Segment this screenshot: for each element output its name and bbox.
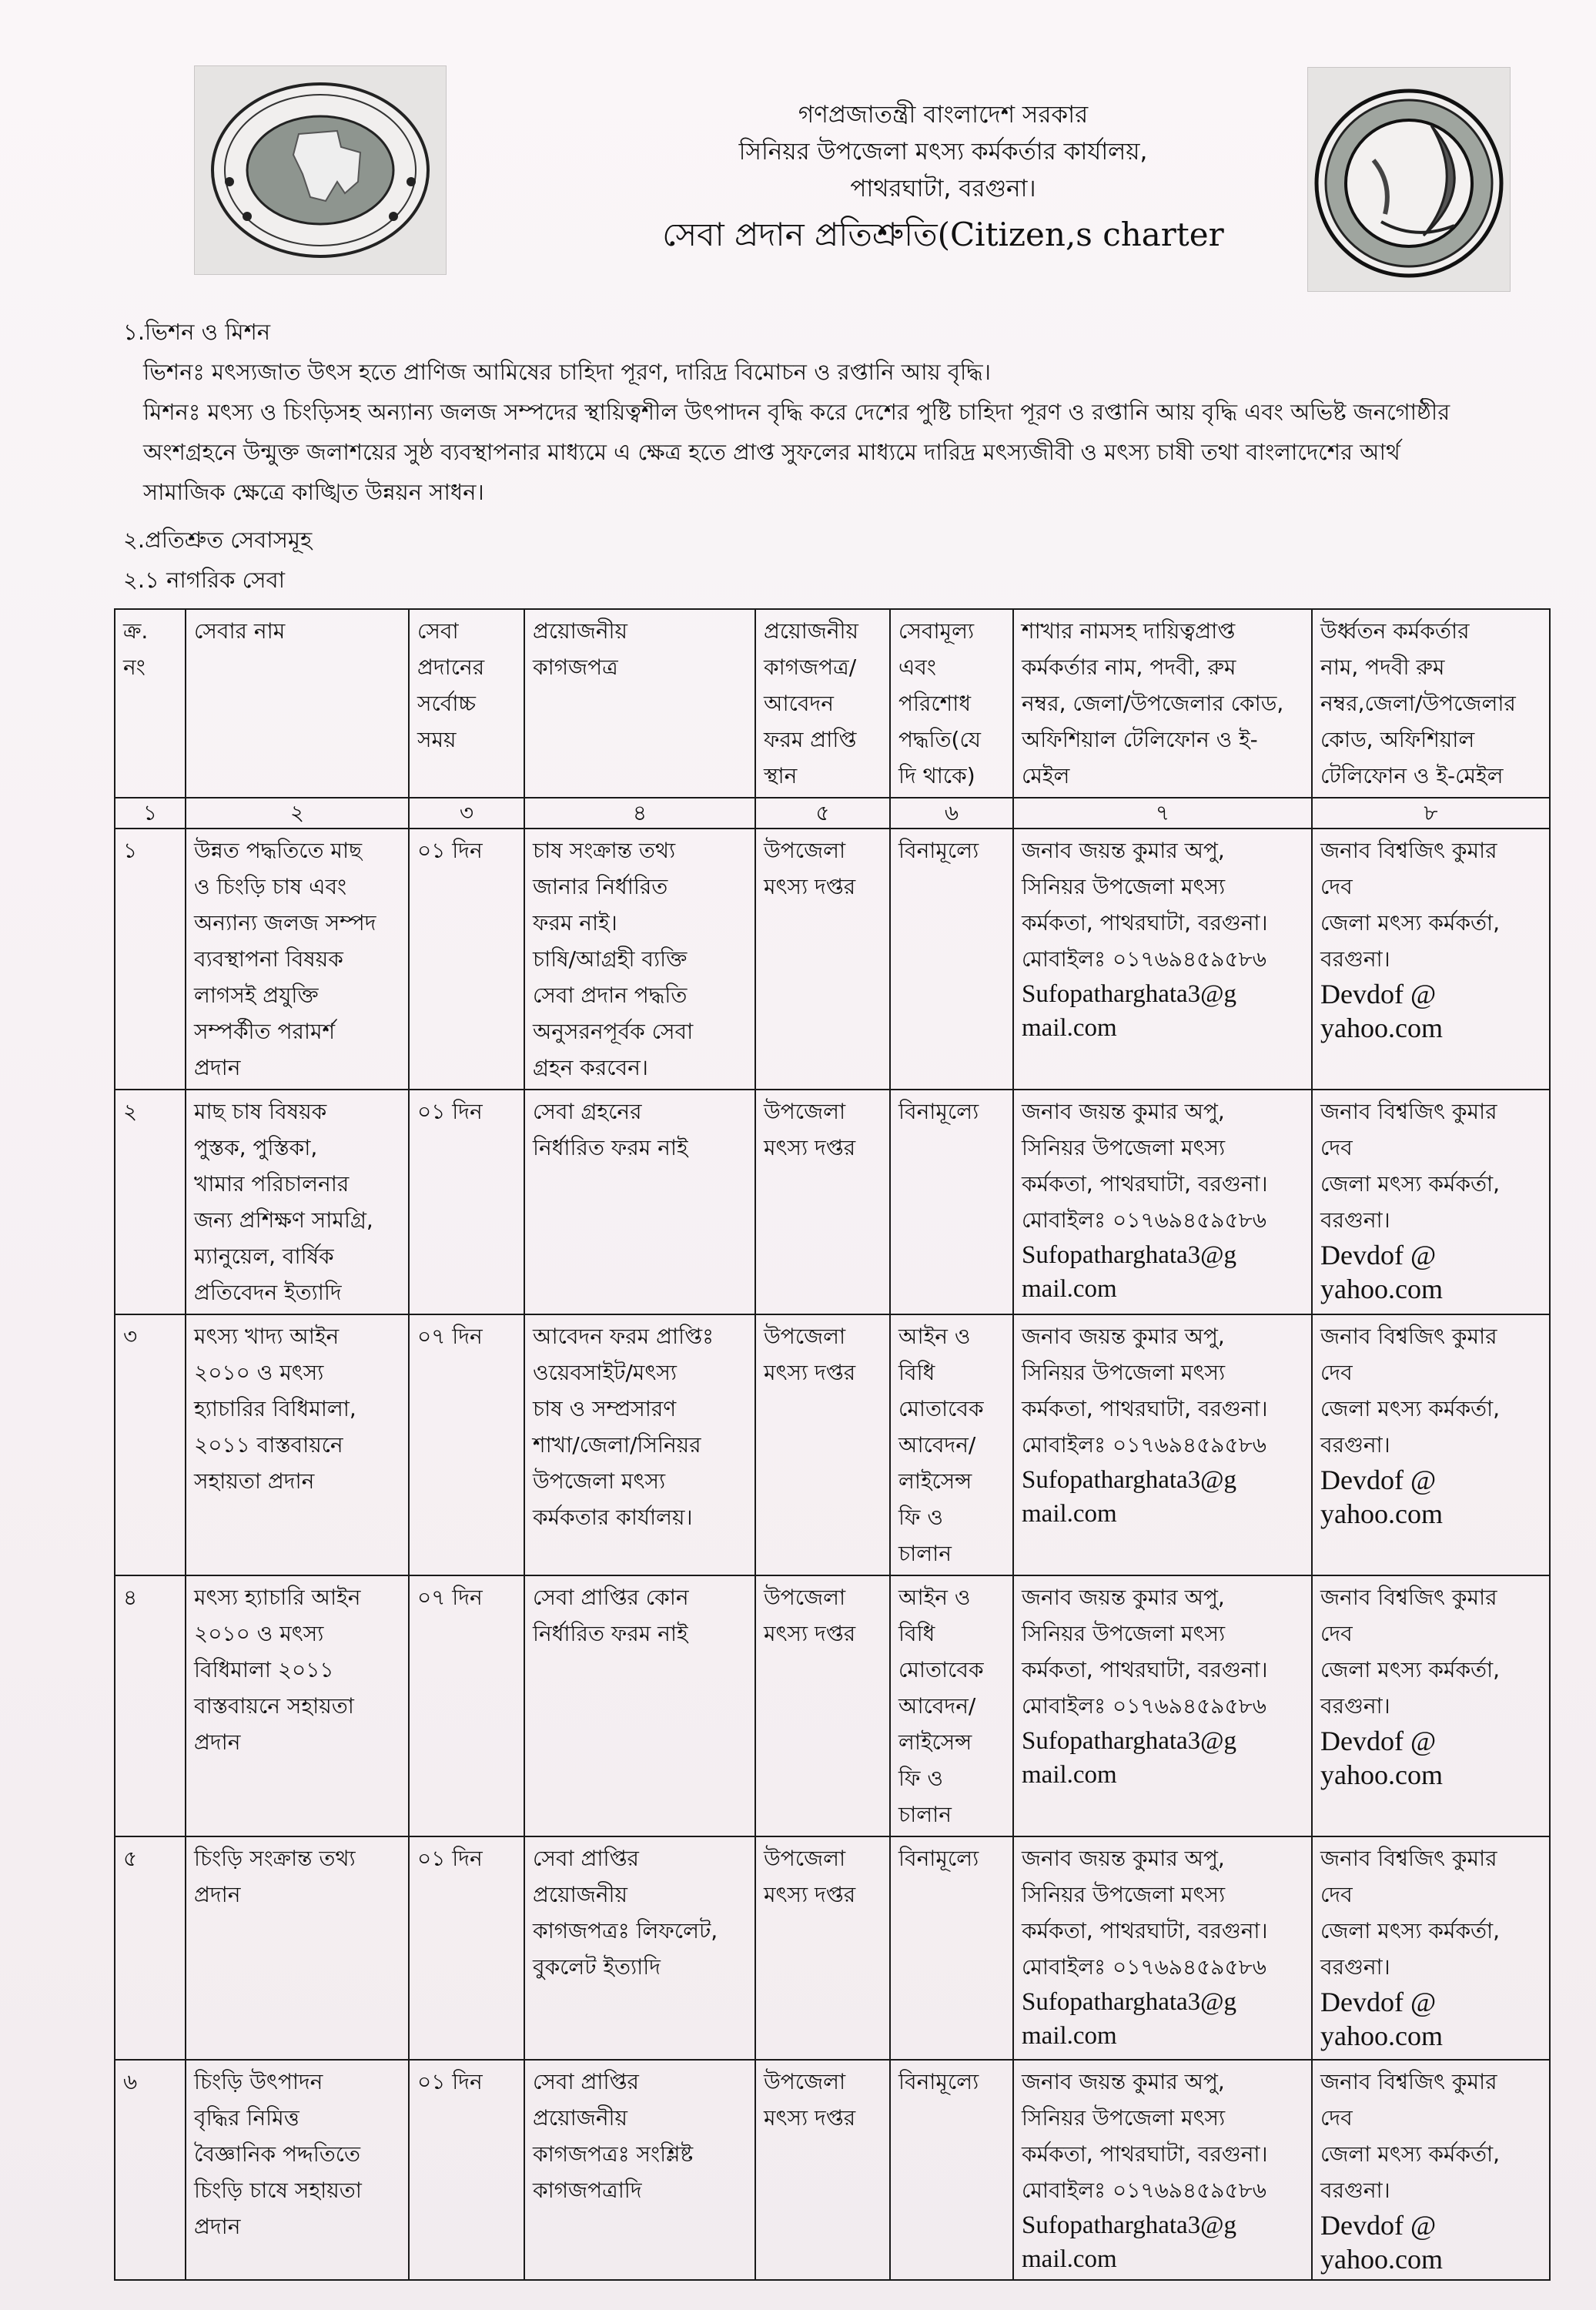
cell-text: বৈজ্ঞানিক পদ্দতিতে — [194, 2141, 361, 2167]
cell-text: বাস্তবায়নে সহায়তা — [194, 1693, 354, 1719]
column-header-text: সেবার নাম — [194, 618, 286, 644]
fisheries-logo-icon — [1308, 68, 1510, 291]
cell-max-time: ০১ দিন — [409, 829, 524, 1090]
cell-text: উপজেলা — [764, 1585, 846, 1610]
cell-serial: ৩ — [115, 1314, 186, 1575]
column-header-text: পরিশোধ — [898, 691, 972, 716]
cell-text: হ্যাচারির বিধিমালা, — [194, 1396, 356, 1421]
cell-text: উপজেলা — [764, 1099, 846, 1124]
cell-text: উন্নত পদ্ধতিতে মাছ — [194, 838, 363, 863]
column-header-fee-method — [890, 609, 1013, 798]
cell-text: কাগজপত্রঃ সংশ্লিষ্ট — [533, 2141, 694, 2167]
document-header — [585, 96, 1301, 258]
cell-text: চাষ সংক্রান্ত তথ্য — [533, 838, 676, 863]
vision-mission-heading: ১.ভিশন ও মিশন — [123, 319, 271, 345]
cell-fee-method — [890, 1314, 1013, 1575]
cell-text: mail.com — [1022, 1275, 1117, 1303]
cell-max-time: ০৭ দিন — [409, 1575, 524, 1836]
cell-text: ২০১০ ও মৎস্য — [194, 1621, 324, 1646]
cell-responsible-officer — [1013, 1314, 1312, 1575]
cell-text: জনাব জয়ন্ত কুমার অপু, — [1022, 1846, 1225, 1871]
office-location: পাথরঘাটা, বরগুনা। — [850, 175, 1036, 203]
cell-text: yahoo.com — [1320, 2244, 1443, 2275]
column-header-text: এবং — [898, 654, 936, 680]
cell-text: mail.com — [1022, 1014, 1117, 1042]
cell-text: উপজেলা — [764, 1324, 846, 1349]
cell-text: নির্ধারিত ফরম নাই — [533, 1135, 688, 1160]
cell-text: Sufopatharghata3@g — [1022, 2211, 1237, 2239]
cell-fee-method — [890, 1575, 1013, 1836]
cell-text: ফি ও — [898, 1505, 943, 1530]
cell-service-name — [186, 2060, 409, 2280]
cell-text: পুস্তক, পুস্তিকা, — [194, 1135, 318, 1160]
cell-text: mail.com — [1022, 2022, 1117, 2050]
cell-text: চালান — [898, 1541, 952, 1566]
column-header-text: পদ্ধতি(যে — [898, 727, 981, 752]
cell-required-documents — [524, 1314, 755, 1575]
cell-text: জনাব বিশ্বজিৎ কুমার — [1320, 1585, 1497, 1610]
cell-text: বুকলেট ইত্যাদি — [533, 1954, 661, 1980]
cell-fee-method — [890, 1836, 1013, 2060]
cell-max-time: ০৭ দিন — [409, 1314, 524, 1575]
cell-text: গ্রহন করবেন। — [533, 1055, 648, 1080]
cell-text: লাইসেন্স — [898, 1729, 972, 1755]
table-row — [115, 1090, 1550, 1314]
cell-serial: ১ — [115, 829, 186, 1090]
cell-service-name — [186, 1090, 409, 1314]
cell-text: প্রদান — [194, 1729, 241, 1755]
column-number: ৭ — [1013, 798, 1312, 829]
cell-text: জেলা মৎস্য কর্মকর্তা, — [1320, 1657, 1501, 1682]
cell-text: মৎস্য দপ্তর — [764, 1882, 856, 1907]
cell-text: প্রয়োজনীয় — [533, 2105, 628, 2131]
cell-text: Sufopatharghata3@g — [1022, 1727, 1237, 1755]
cell-text: চাষ ও সম্প্রসারণ — [533, 1396, 677, 1421]
cell-text: ও চিংড়ি চাষ এবং — [194, 874, 347, 899]
cell-text: মোতাবেক — [898, 1396, 984, 1421]
cell-text: বরগুনা। — [1320, 946, 1390, 972]
fisheries-logo-image — [1307, 67, 1511, 292]
cell-text: জনাব জয়ন্ত কুমার অপু, — [1022, 1585, 1225, 1610]
cell-text: আবেদন/ — [898, 1693, 976, 1719]
cell-text: জেলা মৎস্য কর্মকর্তা, — [1320, 2141, 1501, 2167]
cell-form-place — [755, 1314, 890, 1575]
vision-mission-section — [123, 312, 1547, 512]
column-number: ৪ — [524, 798, 755, 829]
column-header-text: সময় — [417, 727, 457, 752]
column-number-row — [115, 798, 1550, 829]
cell-text: দেব — [1320, 874, 1353, 899]
column-header-form-place — [755, 609, 890, 798]
cell-text: বিধি — [898, 1360, 935, 1385]
cell-superior-officer — [1312, 1090, 1550, 1314]
cell-text: ব্যবস্থাপনা বিষয়ক — [194, 946, 343, 972]
cell-text: দেব — [1320, 1621, 1353, 1646]
office-name: সিনিয়র উপজেলা মৎস্য কর্মকর্তার কার্যালয়, — [738, 138, 1148, 166]
cell-text: বিনামূল্যে — [898, 2069, 979, 2094]
cell-text: কর্মকতা, পাথরঘাটা, বরগুনা। — [1022, 2141, 1268, 2167]
cell-text: বিধিমালা ২০১১ — [194, 1657, 334, 1682]
cell-text: মোবাইলঃ ০১৭৬৯৪৫৯৫৮৬ — [1022, 2178, 1266, 2203]
cell-fee-method — [890, 829, 1013, 1090]
cell-form-place — [755, 1090, 890, 1314]
cell-text: চালান — [898, 1802, 952, 1827]
cell-text: মৎস্য দপ্তর — [764, 1621, 856, 1646]
cell-text: সিনিয়র উপজেলা মৎস্য — [1022, 874, 1226, 899]
cell-text: মোবাইলঃ ০১৭৬৯৪৫৯৫৮৬ — [1022, 1432, 1266, 1458]
cell-text: জেলা মৎস্য কর্মকর্তা, — [1320, 1918, 1501, 1943]
page-title: সেবা প্রদান প্রতিশ্রুতি(Citizen,s charter — [662, 216, 1224, 253]
cell-text: আইন ও — [898, 1585, 971, 1610]
column-header-text: উর্ধ্বতন কর্মকর্তার — [1320, 618, 1470, 644]
cell-text: জনাব বিশ্বজিৎ কুমার — [1320, 1099, 1497, 1124]
cell-required-documents — [524, 1836, 755, 2060]
cell-text: জেলা মৎস্য কর্মকর্তা, — [1320, 1171, 1501, 1197]
cell-responsible-officer — [1013, 2060, 1312, 2280]
cell-text: Devdof @ — [1320, 2210, 1437, 2241]
cell-text: Sufopatharghata3@g — [1022, 980, 1237, 1008]
cell-text: Devdof @ — [1320, 1465, 1437, 1495]
cell-text: mail.com — [1022, 1500, 1117, 1528]
column-header-text: মেইল — [1022, 763, 1070, 788]
cell-text: Devdof @ — [1320, 1987, 1437, 2017]
table-row — [115, 1314, 1550, 1575]
cell-max-time: ০১ দিন — [409, 1090, 524, 1314]
cell-text: কর্মকতা, পাথরঘাটা, বরগুনা। — [1022, 1918, 1268, 1943]
cell-text: অনুসরনপূর্বক সেবা — [533, 1019, 694, 1044]
cell-responsible-officer — [1013, 1836, 1312, 2060]
cell-text: সেবা প্রদান পদ্ধতি — [533, 983, 688, 1008]
cell-text: Sufopatharghata3@g — [1022, 1466, 1237, 1494]
cell-text: Sufopatharghata3@g — [1022, 1241, 1237, 1269]
cell-text: mail.com — [1022, 2245, 1117, 2273]
column-header-text: কর্মকর্তার নাম, পদবী, রুম — [1022, 654, 1236, 680]
column-header-text: ফরম প্রাপ্তি — [764, 727, 857, 752]
column-header-text: নম্বর,জেলা/উপজেলার — [1320, 691, 1516, 716]
cell-text: মোবাইলঃ ০১৭৬৯৪৫৯৫৮৬ — [1022, 946, 1266, 972]
cell-text: সিনিয়র উপজেলা মৎস্য — [1022, 1882, 1226, 1907]
cell-text: সেবা প্রাপ্তির — [533, 2069, 639, 2094]
cell-text: yahoo.com — [1320, 2020, 1443, 2051]
cell-text: কর্মকতা, পাথরঘাটা, বরগুনা। — [1022, 910, 1268, 936]
column-header-text: নং — [123, 654, 146, 680]
column-header-text: প্রয়োজনীয় — [764, 618, 859, 644]
cell-text: জেলা মৎস্য কর্মকর্তা, — [1320, 1396, 1501, 1421]
cell-text: শাখা/জেলা/সিনিয়র — [533, 1432, 701, 1458]
cell-text: জনাব জয়ন্ত কুমার অপু, — [1022, 1099, 1225, 1124]
table-row — [115, 2060, 1550, 2280]
cell-text: চিংড়ি সংক্রান্ত তথ্য — [194, 1846, 356, 1871]
cell-text: সিনিয়র উপজেলা মৎস্য — [1022, 1360, 1226, 1385]
cell-superior-officer — [1312, 829, 1550, 1090]
citizen-services-subheading: ২.১ নাগরিক সেবা — [123, 567, 286, 593]
column-header-text: আবেদন — [764, 691, 834, 716]
cell-text: জনাব জয়ন্ত কুমার অপু, — [1022, 2069, 1225, 2094]
cell-fee-method — [890, 1090, 1013, 1314]
column-number: ১ — [115, 798, 186, 829]
cell-text: উপজেলা — [764, 2069, 846, 2094]
cell-text: সেবা গ্রহনের — [533, 1099, 642, 1124]
cell-text: বরগুনা। — [1320, 1954, 1390, 1980]
cell-text: সহায়তা প্রদান — [194, 1468, 315, 1494]
cell-superior-officer — [1312, 1575, 1550, 1836]
cell-text: প্রদান — [194, 1882, 241, 1907]
cell-service-name — [186, 1575, 409, 1836]
mission-text-line-1: মিশনঃ মৎস্য ও চিংড়িসহ অন্যান্য জলজ সম্পদের স্থায়িত্বশীল উৎপাদন বৃদ্ধি করে দেশের পুষ্টি চাহিদা পূরণ ও রপ্তানি আয় বৃদ্ধি এবং অভিষ্ট জনগোষ্ঠীর — [143, 399, 1450, 425]
cell-text: দেব — [1320, 1360, 1353, 1385]
table-row — [115, 1836, 1550, 2060]
cell-text: কর্মকতা, পাথরঘাটা, বরগুনা। — [1022, 1657, 1268, 1682]
cell-text: বিনামূল্যে — [898, 838, 979, 863]
cell-text: সিনিয়র উপজেলা মৎস্য — [1022, 2105, 1226, 2131]
cell-text: ফরম নাই। — [533, 910, 617, 936]
cell-fee-method — [890, 2060, 1013, 2280]
services-heading: ২.প্রতিশ্রুত সেবাসমূহ — [123, 527, 313, 553]
cell-text: সম্পর্কীত পরামর্শ — [194, 1019, 336, 1044]
cell-text: ফি ও — [898, 1766, 943, 1791]
column-header-text: নম্বর, জেলা/উপজেলার কোড, — [1022, 691, 1284, 716]
cell-text: প্রয়োজনীয় — [533, 1882, 628, 1907]
table-row — [115, 829, 1550, 1090]
cell-text: বরগুনা। — [1320, 1432, 1390, 1458]
column-number: ৩ — [409, 798, 524, 829]
cell-text: আবেদন/ — [898, 1432, 976, 1458]
cell-superior-officer — [1312, 2060, 1550, 2280]
column-header-text: নাম, পদবী রুম — [1320, 654, 1445, 680]
cell-serial: ৫ — [115, 1836, 186, 2060]
services-section — [123, 520, 1547, 600]
column-header-text: কাগজপত্র — [533, 654, 618, 680]
cell-required-documents — [524, 1575, 755, 1836]
cell-service-name — [186, 829, 409, 1090]
cell-serial: ৪ — [115, 1575, 186, 1836]
table-row — [115, 1575, 1550, 1836]
cell-text: দেব — [1320, 1882, 1353, 1907]
cell-text: জনাব বিশ্বজিৎ কুমার — [1320, 838, 1497, 863]
column-header-required-documents — [524, 609, 755, 798]
column-header-text: প্রয়োজনীয় — [533, 618, 628, 644]
cell-text: ২০১০ ও মৎস্য — [194, 1360, 324, 1385]
column-header-superior-officer — [1312, 609, 1550, 798]
cell-text: Sufopatharghata3@g — [1022, 1988, 1237, 2016]
cell-text: জনাব বিশ্বজিৎ কুমার — [1320, 1324, 1497, 1349]
column-number: ৬ — [890, 798, 1013, 829]
cell-text: আইন ও — [898, 1324, 971, 1349]
column-header-serial — [115, 609, 186, 798]
cell-text: দেব — [1320, 2105, 1353, 2131]
cell-text: বিধি — [898, 1621, 935, 1646]
cell-text: Devdof @ — [1320, 1726, 1437, 1756]
cell-text: চিংড়ি চাষে সহায়তা — [194, 2178, 362, 2203]
cell-max-time: ০১ দিন — [409, 1836, 524, 2060]
column-number: ৮ — [1312, 798, 1550, 829]
cell-serial: ৬ — [115, 2060, 186, 2280]
column-header-text: প্রদানের — [417, 654, 485, 680]
cell-text: অন্যান্য জলজ সম্পদ — [194, 910, 376, 936]
cell-text: জনাব বিশ্বজিৎ কুমার — [1320, 1846, 1497, 1871]
cell-text: দেব — [1320, 1135, 1353, 1160]
table-header-row — [115, 609, 1550, 798]
cell-text: উপজেলা — [764, 1846, 846, 1871]
cell-text: ২০১১ বাস্তবায়নে — [194, 1432, 343, 1458]
cell-max-time: ০১ দিন — [409, 2060, 524, 2280]
column-header-text: সেবা — [417, 618, 459, 644]
cell-text: মোবাইলঃ ০১৭৬৯৪৫৯৫৮৬ — [1022, 1693, 1266, 1719]
cell-text: কাগজপত্রাদি — [533, 2178, 642, 2203]
cell-text: বরগুনা। — [1320, 2178, 1390, 2203]
cell-text: মোবাইলঃ ০১৭৬৯৪৫৯৫৮৬ — [1022, 1207, 1266, 1233]
cell-text: মৎস্য দপ্তর — [764, 1360, 856, 1385]
column-header-text: কাগজপত্র/ — [764, 654, 857, 680]
column-number: ৫ — [755, 798, 890, 829]
cell-responsible-officer — [1013, 1090, 1312, 1314]
cell-text: yahoo.com — [1320, 1013, 1443, 1043]
cell-text: উপজেলা মৎস্য — [533, 1468, 666, 1494]
cell-text: জনাব বিশ্বজিৎ কুমার — [1320, 2069, 1497, 2094]
cell-text: মৎস্য হ্যাচারি আইন — [194, 1585, 361, 1610]
cell-text: জন্য প্রশিক্ষণ সামগ্রি, — [194, 1207, 373, 1233]
cell-text: Devdof @ — [1320, 979, 1437, 1009]
cell-text: মৎস্য দপ্তর — [764, 874, 856, 899]
cell-text: প্রদান — [194, 1055, 241, 1080]
column-header-text: দি থাকে) — [898, 763, 975, 788]
column-header-text: অফিশিয়াল টেলিফোন ও ই- — [1022, 727, 1258, 752]
cell-text: মৎস্য খাদ্য আইন — [194, 1324, 340, 1349]
cell-text: লাইসেন্স — [898, 1468, 972, 1494]
column-header-text: কোড, অফিশিয়াল — [1320, 727, 1475, 752]
cell-service-name — [186, 1836, 409, 2060]
cell-text: সেবা প্রাপ্তির কোন — [533, 1585, 689, 1610]
cell-text: আবেদন ফরম প্রাপ্তিঃ — [533, 1324, 714, 1349]
cell-text: নির্ধারিত ফরম নাই — [533, 1621, 688, 1646]
cell-text: কর্মকতা, পাথরঘাটা, বরগুনা। — [1022, 1396, 1268, 1421]
mission-text-line-2: অংশগ্রহনে উন্মুক্ত জলাশয়ের সুষ্ঠ ব্যবস্থাপনার মাধ্যমে এ ক্ষেত্র হতে প্রাপ্ত সুফলের মাধ্যমে দারিদ্র মৎস্যজীবী ও মৎস্য চাষী তথা বাংলাদেশের আর্থ — [143, 439, 1400, 465]
cell-text: মোবাইলঃ ০১৭৬৯৪৫৯৫৮৬ — [1022, 1954, 1266, 1980]
cell-text: লাগসই প্রযুক্তি — [194, 983, 319, 1008]
cell-text: yahoo.com — [1320, 1274, 1443, 1304]
cell-text: জনাব জয়ন্ত কুমার অপু, — [1022, 1324, 1225, 1349]
cell-text: Devdof @ — [1320, 1240, 1437, 1270]
cell-form-place — [755, 1836, 890, 2060]
cell-required-documents — [524, 1090, 755, 1314]
cell-text: খামার পরিচালনার — [194, 1171, 350, 1197]
cell-text: কাগজপত্রঃ লিফলেট, — [533, 1918, 718, 1943]
cell-responsible-officer — [1013, 829, 1312, 1090]
column-number: ২ — [186, 798, 409, 829]
cell-text: সিনিয়র উপজেলা মৎস্য — [1022, 1621, 1226, 1646]
cell-form-place — [755, 829, 890, 1090]
cell-serial: ২ — [115, 1090, 186, 1314]
cell-text: সেবা প্রাপ্তির — [533, 1846, 639, 1871]
cell-service-name — [186, 1314, 409, 1575]
cell-text: ম্যানুয়েল, বার্ষিক — [194, 1244, 334, 1269]
cell-text: mail.com — [1022, 1761, 1117, 1789]
cell-superior-officer — [1312, 1836, 1550, 2060]
cell-text: ওয়েবসাইট/মৎস্য — [533, 1360, 677, 1385]
bangladesh-seal-icon — [195, 66, 446, 274]
cell-text: উপজেলা — [764, 838, 846, 863]
column-header-max-time — [409, 609, 524, 798]
cell-text: yahoo.com — [1320, 1759, 1443, 1790]
cell-text: বরগুনা। — [1320, 1207, 1390, 1233]
cell-required-documents — [524, 829, 755, 1090]
cell-text: প্রদান — [194, 2214, 241, 2239]
government-name: গণপ্রজাতন্ত্রী বাংলাদেশ সরকার — [798, 101, 1089, 129]
column-header-text: ক্র. — [123, 618, 149, 644]
cell-text: মাছ চাষ বিষয়ক — [194, 1099, 327, 1124]
column-header-responsible-officer — [1013, 609, 1312, 798]
cell-text: বৃদ্ধির নিমিত্ত — [194, 2105, 299, 2131]
cell-required-documents — [524, 2060, 755, 2280]
column-header-text: সেবামূল্য — [898, 618, 975, 644]
column-header-text: শাখার নামসহ দায়িত্বপ্রাপ্ত — [1022, 618, 1236, 644]
citizen-charter-table — [114, 608, 1551, 2281]
cell-text: মৎস্য দপ্তর — [764, 2105, 856, 2131]
cell-text: বিনামূল্যে — [898, 1846, 979, 1871]
cell-text: বরগুনা। — [1320, 1693, 1390, 1719]
cell-text: yahoo.com — [1320, 1498, 1443, 1529]
cell-text: চিংড়ি উৎপাদন — [194, 2069, 323, 2094]
mission-text-line-3: সামাজিক ক্ষেত্রে কাঙ্খিত উন্নয়ন সাধন। — [143, 479, 484, 505]
column-header-text: সর্বোচ্চ — [417, 691, 476, 716]
cell-text: বিনামূল্যে — [898, 1099, 979, 1124]
cell-form-place — [755, 2060, 890, 2280]
cell-text: কর্মকতার কার্যালয়। — [533, 1505, 693, 1530]
column-header-text: টেলিফোন ও ই-মেইল — [1320, 763, 1504, 788]
cell-superior-officer — [1312, 1314, 1550, 1575]
column-header-text: স্থান — [764, 763, 798, 788]
cell-text: চাষি/আগ্রহী ব্যক্তি — [533, 946, 688, 972]
cell-responsible-officer — [1013, 1575, 1312, 1836]
cell-form-place — [755, 1575, 890, 1836]
vision-text: ভিশনঃ মৎস্যজাত উৎস হতে প্রাণিজ আমিষের চাহিদা পূরণ, দারিদ্র বিমোচন ও রপ্তানি আয় বৃদ্ধি। — [143, 359, 991, 385]
cell-text: জেলা মৎস্য কর্মকর্তা, — [1320, 910, 1501, 936]
cell-text: প্রতিবেদন ইত্যাদি — [194, 1280, 342, 1305]
cell-text: জানার নির্ধারিত — [533, 874, 668, 899]
column-header-service-name — [186, 609, 409, 798]
cell-text: সিনিয়র উপজেলা মৎস্য — [1022, 1135, 1226, 1160]
cell-text: মৎস্য দপ্তর — [764, 1135, 856, 1160]
cell-text: কর্মকতা, পাথরঘাটা, বরগুনা। — [1022, 1171, 1268, 1197]
cell-text: মোতাবেক — [898, 1657, 984, 1682]
cell-text: জনাব জয়ন্ত কুমার অপু, — [1022, 838, 1225, 863]
government-seal-image — [194, 65, 447, 275]
